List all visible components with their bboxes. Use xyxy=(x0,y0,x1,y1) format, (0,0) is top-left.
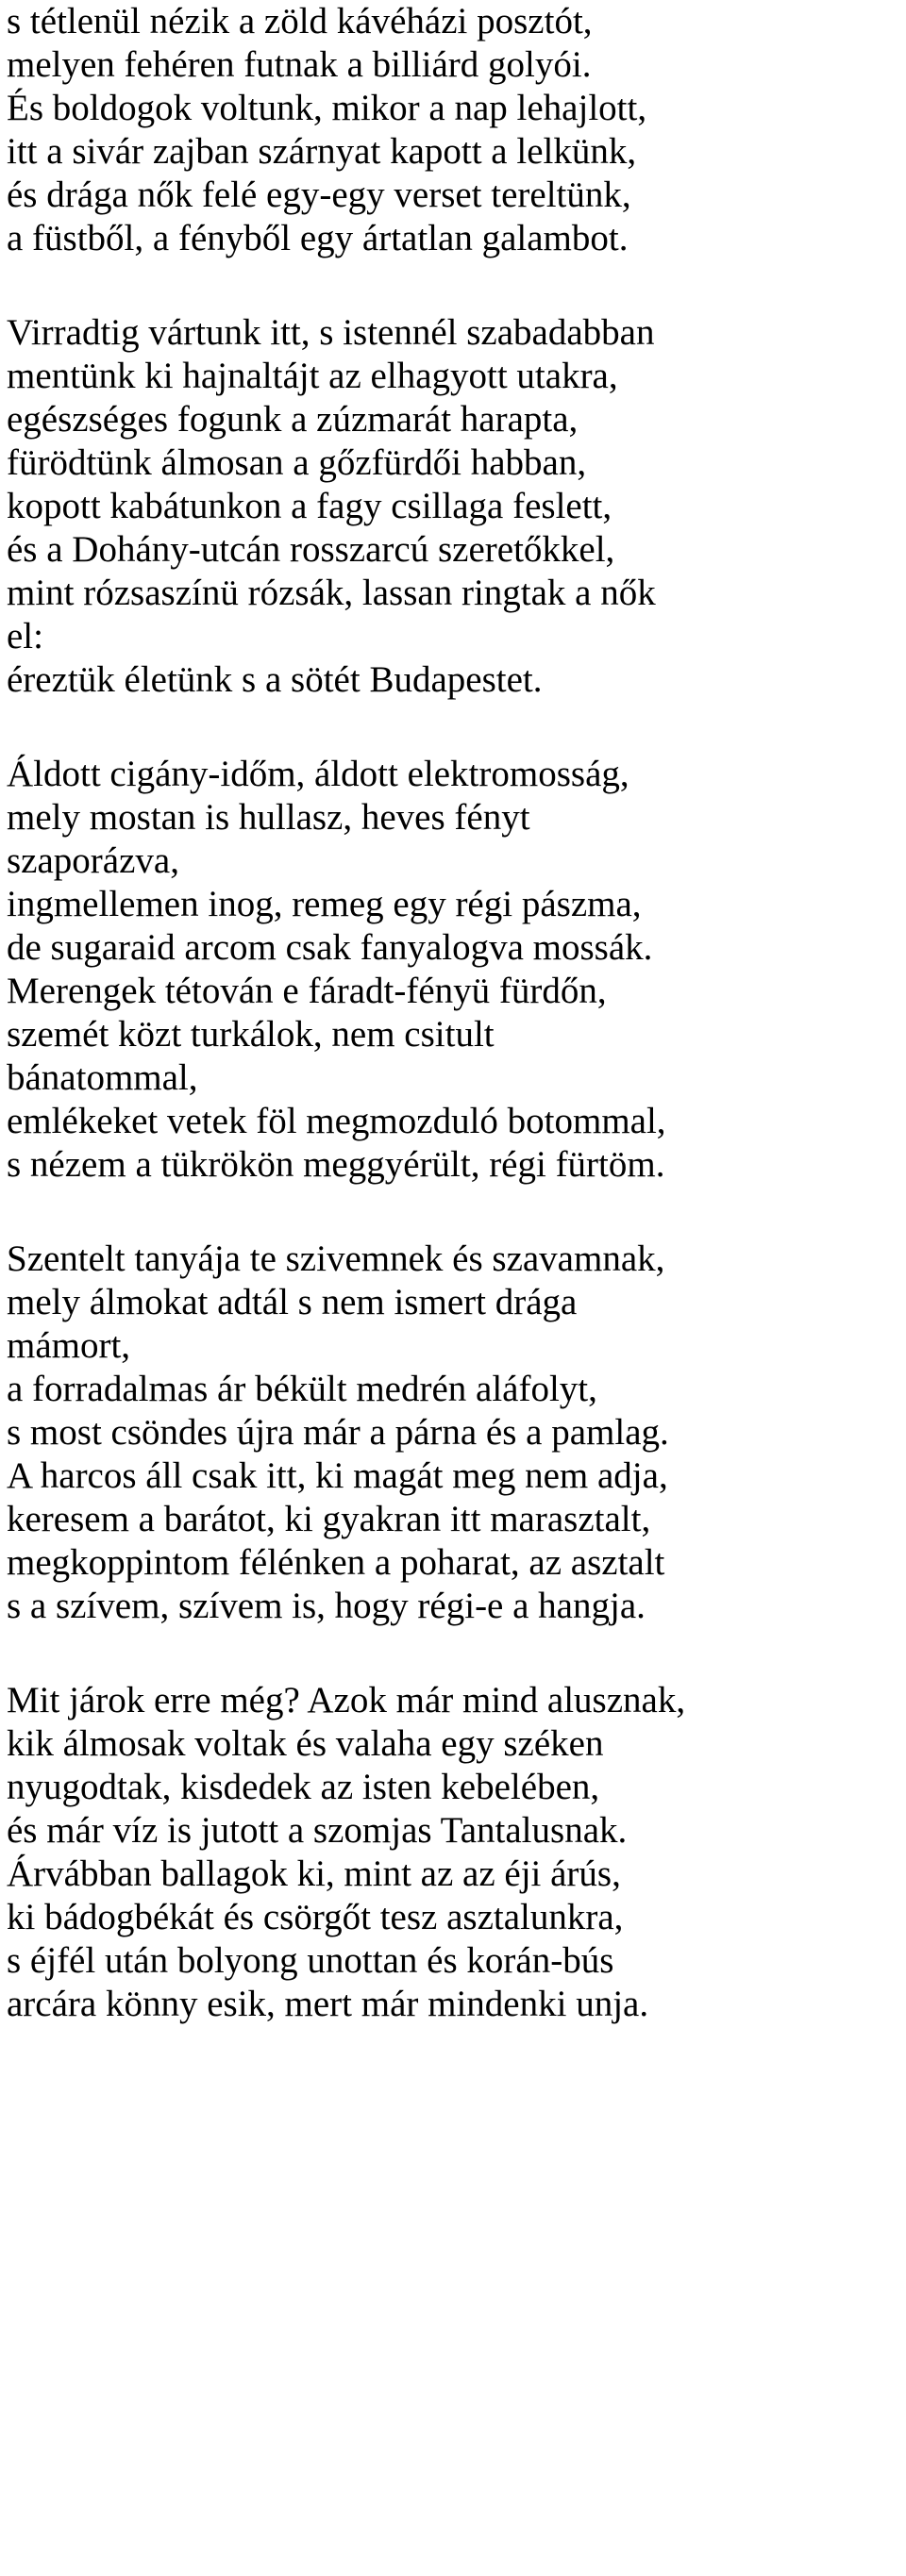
poem-line: Mit járok erre még? Azok már mind alusznak, xyxy=(7,1680,686,1720)
poem-line: ingmellemen inog, remeg egy régi pászma, xyxy=(7,884,642,924)
poem-line: Áldott cigány-időm, áldott elektromosság, xyxy=(7,754,629,794)
poem-line: el: xyxy=(7,616,43,656)
poem-line: és a Dohány-utcán rosszarcú szeretőkkel, xyxy=(7,529,615,570)
poem-line: s a szívem, szívem is, hogy régi-e a hangja. xyxy=(7,1586,646,1626)
poem-line: melyen fehéren futnak a billiárd golyói. xyxy=(7,44,592,85)
poem-line: fürödtünk álmosan a gőzfürdői habban, xyxy=(7,442,587,483)
poem-line: s tétlenül nézik a zöld kávéházi posztót, xyxy=(7,1,593,42)
poem-line: szemét közt turkálok, nem csitult xyxy=(7,1014,495,1055)
poem-line: egészséges fogunk a zúzmarát harapta, xyxy=(7,399,579,440)
poem-line: megkoppintom félénken a poharat, az asztalt xyxy=(7,1542,665,1583)
poem-line: Virradtig vártunk itt, s istennél szabadabban xyxy=(7,312,655,353)
poem-line: a füstből, a fényből egy ártatlan galambot. xyxy=(7,218,629,258)
poem-line: mint rózsaszínü rózsák, lassan ringtak a nők xyxy=(7,573,656,613)
poem-line: A harcos áll csak itt, ki magát meg nem adja, xyxy=(7,1455,668,1496)
poem-line: s éjfél után bolyong unottan és korán-bús xyxy=(7,1940,614,1981)
poem-line: itt a sivár zajban szárnyat kapott a lelkünk, xyxy=(7,131,637,172)
poem-line: de sugaraid arcom csak fanyalogva mossák. xyxy=(7,927,653,968)
poem-line: mentünk ki hajnaltájt az elhagyott utakra, xyxy=(7,356,618,396)
poem-line: mely álmokat adtál s nem ismert drága xyxy=(7,1282,578,1322)
poem-line: s most csöndes újra már a párna és a pamlag. xyxy=(7,1412,669,1453)
poem-line: Szentelt tanyája te szivemnek és szavamnak, xyxy=(7,1238,665,1279)
poem-line: s nézem a tükrökön meggyérült, régi fürtöm. xyxy=(7,1144,665,1185)
poem-line: kopott kabátunkon a fagy csillaga feslett, xyxy=(7,486,612,526)
poem-line: keresem a barátot, ki gyakran itt marasztalt, xyxy=(7,1499,651,1539)
poem-line: és már víz is jutott a szomjas Tantalusnak. xyxy=(7,1810,628,1851)
poem-line: és drága nők felé egy-egy verset tereltünk, xyxy=(7,175,631,215)
poem-line: Árvábban ballagok ki, mint az az éji árús, xyxy=(7,1853,621,1894)
poem-line: bánatommal, xyxy=(7,1057,198,1098)
poem-line: Merengek tétován e fáradt-fényü fürdőn, xyxy=(7,971,607,1011)
poem-line: kik álmosak voltak és valaha egy széken xyxy=(7,1723,604,1764)
poem-line: szaporázva, xyxy=(7,840,179,881)
poem-line: És boldogok voltunk, mikor a nap lehajlott, xyxy=(7,88,647,128)
poem-line: mámort, xyxy=(7,1325,131,1366)
poem-line: éreztük életünk s a sötét Budapestet. xyxy=(7,659,543,700)
poem-line: a forradalmas ár békült medrén aláfolyt, xyxy=(7,1369,597,1409)
poem-line: arcára könny esik, mert már mindenki unja. xyxy=(7,1984,649,2024)
poem-line: mely mostan is hullasz, heves fényt xyxy=(7,797,530,838)
poem-line: emlékeket vetek föl megmozduló botommal, xyxy=(7,1101,666,1141)
poem-line: ki bádogbékát és csörgőt tesz asztalunkra, xyxy=(7,1897,624,1937)
poem-line: nyugodtak, kisdedek az isten kebelében, xyxy=(7,1767,600,1807)
